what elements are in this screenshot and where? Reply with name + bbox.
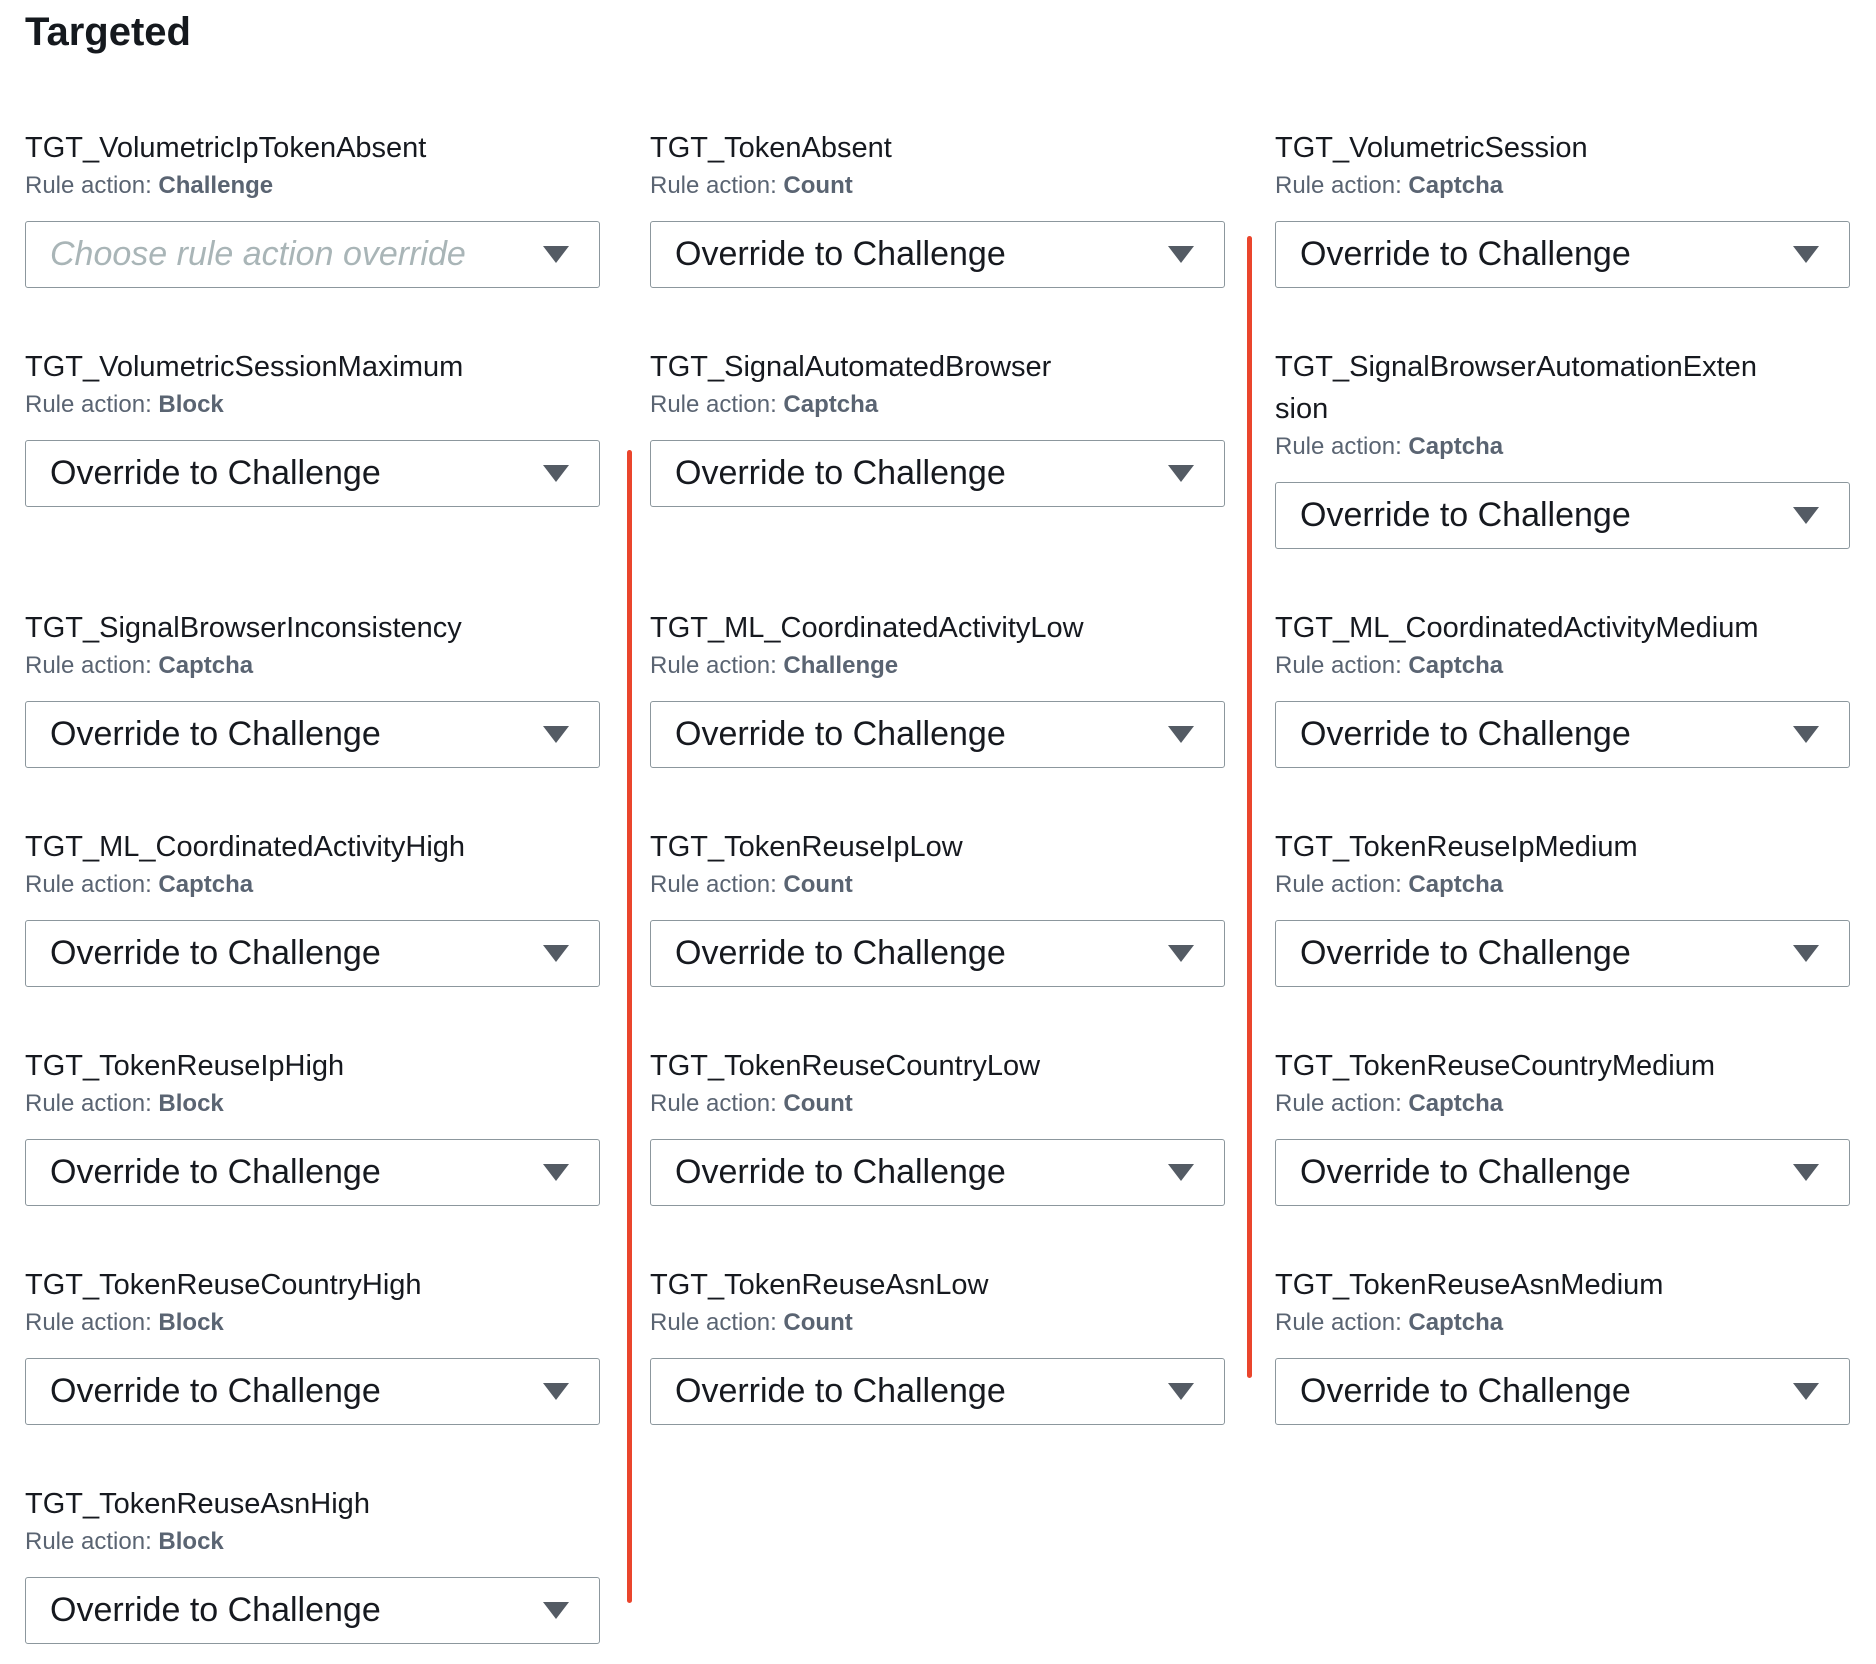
rule-name: TGT_TokenReuseIpHigh xyxy=(25,1050,345,1082)
rule-action-line xyxy=(1275,171,1850,201)
rule-action-line xyxy=(1275,432,1850,462)
rule-action-line xyxy=(1275,1308,1850,1338)
dropdown-arrow-icon xyxy=(543,1164,569,1181)
rule-card xyxy=(650,127,1225,288)
rule-action-override-select[interactable] xyxy=(25,1358,600,1425)
rule-action-value: Captcha xyxy=(1408,652,1504,679)
rule-name: TGT_TokenReuseAsnLow xyxy=(650,1269,989,1301)
rule-action-override-select[interactable] xyxy=(650,920,1225,987)
dropdown-arrow-icon xyxy=(543,945,569,962)
rule-action-line xyxy=(1275,1089,1850,1119)
rule-action-line xyxy=(650,1308,1225,1338)
page-title: Targeted xyxy=(25,10,191,54)
rule-action-override-select[interactable] xyxy=(25,701,600,768)
rule-name: TGT_VolumetricIpTokenAbsent xyxy=(25,132,427,164)
rule-action-value: Captcha xyxy=(158,871,254,898)
rule-action-line xyxy=(25,1527,600,1557)
rule-card xyxy=(25,607,600,768)
rule-action-override-select[interactable] xyxy=(25,440,600,507)
rule-action-value: Count xyxy=(783,871,853,898)
rule-name: TGT_TokenReuseIpMedium xyxy=(1275,831,1638,863)
rule-action-override-value: Override to Challenge xyxy=(1300,496,1631,534)
rule-action-override-value: Override to Challenge xyxy=(50,1372,381,1410)
rule-card xyxy=(25,826,600,987)
rule-action-value: Challenge xyxy=(783,652,899,679)
rule-action-label: Rule action: xyxy=(25,1528,152,1555)
rule-action-override-value: Override to Challenge xyxy=(1300,934,1631,972)
rule-action-value: Captcha xyxy=(158,652,254,679)
rule-card xyxy=(650,607,1225,768)
rule-action-override-select[interactable] xyxy=(650,440,1225,507)
rule-action-label: Rule action: xyxy=(25,172,152,199)
rule-card xyxy=(1275,607,1850,768)
rule-action-override-value: Override to Challenge xyxy=(675,454,1006,492)
rule-action-value: Captcha xyxy=(1408,172,1504,199)
rule-action-override-select[interactable] xyxy=(650,1358,1225,1425)
rule-action-override-value: Override to Challenge xyxy=(50,454,381,492)
rule-name: TGT_SignalBrowserInconsistency xyxy=(25,612,462,644)
rule-name: TGT_ML_CoordinatedActivityMedium xyxy=(1275,612,1759,644)
dropdown-arrow-icon xyxy=(1168,246,1194,263)
rule-action-line xyxy=(25,390,600,420)
rule-action-line xyxy=(1275,870,1850,900)
rule-action-line xyxy=(1275,651,1850,681)
rule-action-value: Challenge xyxy=(158,172,274,199)
rule-action-override-value: Override to Challenge xyxy=(675,1372,1006,1410)
rule-name: TGT_VolumetricSessionMaximum xyxy=(25,351,464,383)
rule-card xyxy=(650,1045,1225,1206)
rule-action-label: Rule action: xyxy=(650,871,777,898)
rule-action-label: Rule action: xyxy=(650,1090,777,1117)
rule-action-override-select[interactable] xyxy=(650,701,1225,768)
rule-action-override-select[interactable] xyxy=(1275,920,1850,987)
rule-card xyxy=(25,1045,600,1206)
rule-action-line xyxy=(25,870,600,900)
rule-action-label: Rule action: xyxy=(650,172,777,199)
rule-action-override-value: Override to Challenge xyxy=(675,934,1006,972)
rule-name: TGT_SignalAutomatedBrowser xyxy=(650,351,1052,383)
rule-action-label: Rule action: xyxy=(650,391,777,418)
rule-name: TGT_TokenReuseAsnMedium xyxy=(1275,1269,1664,1301)
dropdown-arrow-icon xyxy=(1168,726,1194,743)
dropdown-arrow-icon xyxy=(1793,1164,1819,1181)
rule-name: TGT_SignalBrowserAutomationExtension xyxy=(1275,351,1757,425)
rule-action-line xyxy=(650,390,1225,420)
rule-action-override-select[interactable] xyxy=(1275,1139,1850,1206)
rule-action-override-value: Override to Challenge xyxy=(50,1591,381,1629)
rule-action-value: Captcha xyxy=(783,391,879,418)
rule-action-line xyxy=(25,651,600,681)
rule-action-value: Block xyxy=(158,1309,224,1336)
rule-action-override-value: Override to Challenge xyxy=(50,1153,381,1191)
rule-action-label: Rule action: xyxy=(650,1309,777,1336)
rule-action-label: Rule action: xyxy=(1275,652,1402,679)
rule-action-line xyxy=(650,1089,1225,1119)
rule-action-label: Rule action: xyxy=(650,652,777,679)
dropdown-arrow-icon xyxy=(1168,465,1194,482)
rule-action-override-select[interactable] xyxy=(25,1577,600,1644)
rule-card xyxy=(25,1483,600,1644)
rule-action-override-value: Override to Challenge xyxy=(1300,1153,1631,1191)
rule-name: TGT_TokenReuseCountryLow xyxy=(650,1050,1041,1082)
rule-action-label: Rule action: xyxy=(1275,172,1402,199)
rule-action-label: Rule action: xyxy=(1275,1090,1402,1117)
rule-card xyxy=(1275,346,1850,549)
rule-action-value: Count xyxy=(783,1309,853,1336)
rule-action-override-select[interactable] xyxy=(1275,221,1850,288)
rule-name: TGT_TokenReuseCountryHigh xyxy=(25,1269,422,1301)
rule-card xyxy=(25,346,600,507)
rule-action-label: Rule action: xyxy=(25,391,152,418)
rule-action-override-value: Choose rule action override xyxy=(50,235,466,273)
rule-name: TGT_VolumetricSession xyxy=(1275,132,1588,164)
dropdown-arrow-icon xyxy=(543,726,569,743)
dropdown-arrow-icon xyxy=(543,465,569,482)
rule-action-override-value: Override to Challenge xyxy=(1300,715,1631,753)
rule-action-label: Rule action: xyxy=(25,871,152,898)
rule-action-value: Block xyxy=(158,1528,224,1555)
dropdown-arrow-icon xyxy=(1793,726,1819,743)
dropdown-arrow-icon xyxy=(1168,1164,1194,1181)
rule-name: TGT_ML_CoordinatedActivityLow xyxy=(650,612,1084,644)
dropdown-arrow-icon xyxy=(1793,246,1819,263)
rule-action-override-select[interactable] xyxy=(25,920,600,987)
dropdown-arrow-icon xyxy=(1168,1383,1194,1400)
rule-action-override-select[interactable] xyxy=(25,221,600,288)
rules-grid xyxy=(25,127,1876,1644)
rule-card xyxy=(1275,127,1850,288)
dropdown-arrow-icon xyxy=(1793,945,1819,962)
rule-action-override-value: Override to Challenge xyxy=(50,715,381,753)
rule-name: TGT_ML_CoordinatedActivityHigh xyxy=(25,831,466,863)
dropdown-arrow-icon xyxy=(543,1602,569,1619)
rule-name: TGT_TokenReuseIpLow xyxy=(650,831,963,863)
rule-card xyxy=(650,1264,1225,1425)
rule-action-label: Rule action: xyxy=(25,652,152,679)
dropdown-arrow-icon xyxy=(1168,945,1194,962)
rule-card xyxy=(25,127,600,288)
rule-card xyxy=(1275,1045,1850,1206)
rule-action-value: Count xyxy=(783,172,853,199)
rule-action-label: Rule action: xyxy=(1275,433,1402,460)
rule-card xyxy=(650,826,1225,987)
dropdown-arrow-icon xyxy=(543,1383,569,1400)
rule-action-override-select[interactable] xyxy=(650,221,1225,288)
rule-action-override-value: Override to Challenge xyxy=(50,934,381,972)
rule-action-line xyxy=(650,651,1225,681)
rule-card xyxy=(1275,826,1850,987)
rule-action-value: Block xyxy=(158,391,224,418)
dropdown-arrow-icon xyxy=(1793,1383,1819,1400)
rule-action-value: Captcha xyxy=(1408,1090,1504,1117)
rule-action-label: Rule action: xyxy=(25,1309,152,1336)
rule-action-override-select[interactable] xyxy=(1275,701,1850,768)
rule-name: TGT_TokenReuseCountryMedium xyxy=(1275,1050,1716,1082)
rule-name: TGT_TokenReuseAsnHigh xyxy=(25,1488,370,1520)
rule-action-label: Rule action: xyxy=(1275,1309,1402,1336)
rule-card xyxy=(1275,1264,1850,1425)
rule-action-value: Captcha xyxy=(1408,871,1504,898)
rule-action-label: Rule action: xyxy=(1275,871,1402,898)
dropdown-arrow-icon xyxy=(1793,507,1819,524)
rule-action-override-value: Override to Challenge xyxy=(675,715,1006,753)
annotation-red-line-right xyxy=(1247,236,1252,1378)
rule-card xyxy=(650,346,1225,507)
rule-action-override-select[interactable] xyxy=(650,1139,1225,1206)
annotation-red-line-left xyxy=(627,450,632,1603)
rule-action-override-value: Override to Challenge xyxy=(675,235,1006,273)
rule-action-line xyxy=(25,1089,600,1119)
rule-action-override-select[interactable] xyxy=(25,1139,600,1206)
rule-action-line xyxy=(650,870,1225,900)
rule-card xyxy=(25,1264,600,1425)
rule-action-value: Captcha xyxy=(1408,433,1504,460)
dropdown-arrow-icon xyxy=(543,246,569,263)
rule-action-line xyxy=(650,171,1225,201)
rule-action-override-value: Override to Challenge xyxy=(675,1153,1006,1191)
rule-action-value: Block xyxy=(158,1090,224,1117)
rule-action-value: Captcha xyxy=(1408,1309,1504,1336)
rule-name: TGT_TokenAbsent xyxy=(650,132,892,164)
rule-action-override-select[interactable] xyxy=(1275,1358,1850,1425)
rule-action-label: Rule action: xyxy=(25,1090,152,1117)
rule-action-line xyxy=(25,1308,600,1338)
rule-action-override-value: Override to Challenge xyxy=(1300,235,1631,273)
rule-action-line xyxy=(25,171,600,201)
rule-action-override-value: Override to Challenge xyxy=(1300,1372,1631,1410)
rule-action-value: Count xyxy=(783,1090,853,1117)
rule-action-override-select[interactable] xyxy=(1275,482,1850,549)
